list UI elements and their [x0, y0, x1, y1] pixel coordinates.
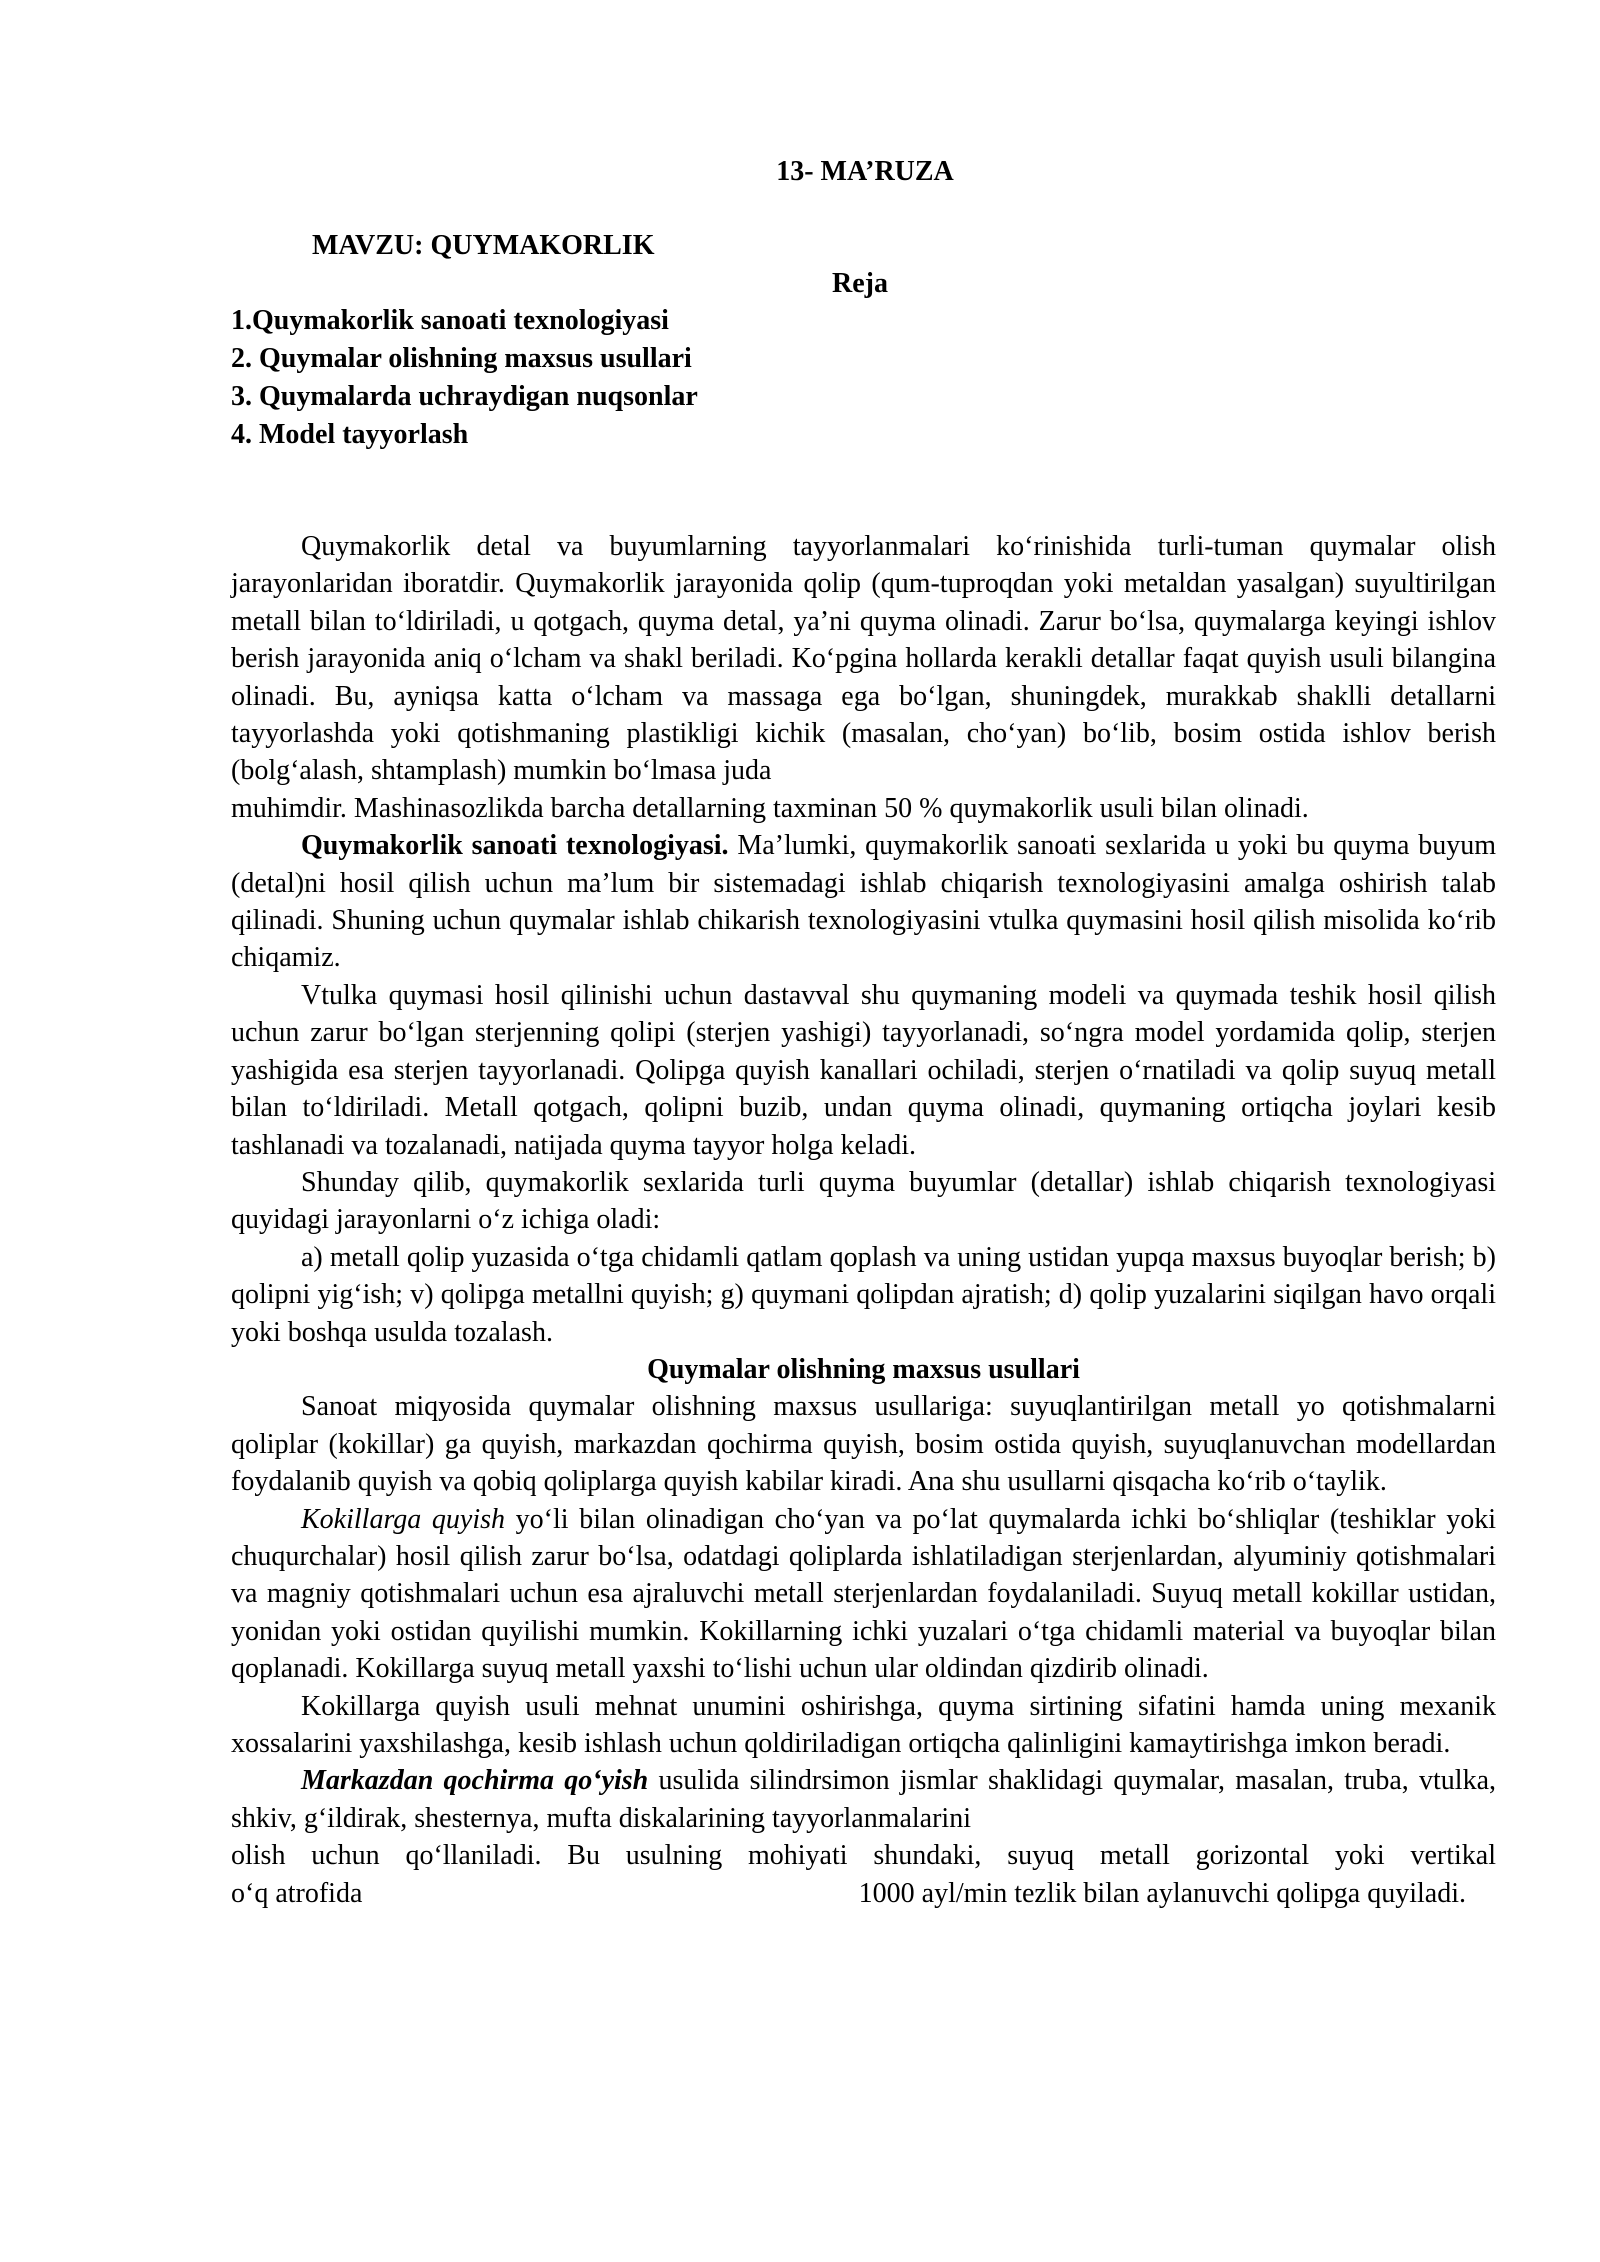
- last-line-left: o‘q atrofida: [231, 1877, 363, 1909]
- paragraph-centrifugal-last-line: [231, 1875, 1496, 1912]
- plan-item: 2. Quymalar olishning maxsus usullari: [231, 343, 692, 374]
- plan-list: [231, 302, 698, 454]
- paragraph-text: Ma’lumki, quymakorlik sanoati sexlarida u yoki bu quyma buyum (detal)ni hosil qilish uchun ma’lum bir sistemadagi ishlab chiqarish texnologiyasini amalga oshirish talab qilinadi. Shuning uchun quymalar ishlab chikarish texnologiyasini vtulka quymasini hosil qilish misolida ko‘rib chiqamiz.: [231, 830, 1496, 974]
- paragraph-lead-bold-italic: Markazdan qochirma qo‘yish: [301, 1765, 649, 1797]
- body-text: [231, 528, 1496, 1912]
- paragraph-text: usulida silindrsimon jismlar shaklidagi quymalar, masalan, truba, vtulka, shkiv, g‘ildirak, shesternya, mufta diskalarining tayyorlanmalarini: [231, 1765, 1496, 1834]
- paragraph-steps: a) metall qolip yuzasida o‘tga chidamli qatlam qoplash va uning ustidan yupqa maxsus buyoqlar berish; b) qolipni yig‘ish; v) qolipga metallni quyish; g) quymani qolipdan ajratish; d) qolip yuzalarini siqilgan havo orqali yoki boshqa usulda tozalash.: [231, 1241, 1496, 1348]
- plan-item: 3. Quymalarda uchraydigan nuqsonlar: [231, 381, 698, 412]
- paragraph-lead-bold: Quymakorlik sanoati texnologiyasi.: [301, 830, 729, 862]
- paragraph-vtulka: Vtulka quymasi hosil qilinishi uchun dastavval shu quymaning modeli va quymada teshik hosil qilish uchun zarur bo‘lgan sterjenning qolipi (sterjen yashigi) tayyorlanadi, so‘ngra model yordamida qolip, sterjen yashigida esa sterjen tayyorlanadi. Qolipga quyish kanallari ochiladi, sterjen o‘rnatiladi va qolip suyuq metall bilan to‘ldiriladi. Metall qotgach, qolipni buzib, undan quyma olinadi, quymaning ortiqcha joylari kesib tashlanadi va tozalanadi, natijada quyma tayyor holga keladi.: [231, 979, 1496, 1161]
- plan-item: 1.Quymakorlik sanoati texnologiyasi: [231, 305, 669, 336]
- paragraph-special-methods: Sanoat miqyosida quymalar olishning maxsus usullariga: suyuqlantirilgan metall yo qotishmalarni qoliplar (kokillar) ga quyish, markazdan qochirma quyish, bosim ostida quyish, suyuqlanuvchan modellardan foydalanib quyish va qobiq qoliplarga quyish kabilar kiradi. Ana shu usullarni qisqacha ko‘rib o‘taylik.: [231, 1391, 1496, 1498]
- paragraph-kokil: [231, 1501, 1496, 1688]
- paragraph-process: Shunday qilib, quymakorlik sexlarida turli quyma buyumlar (detallar) ishlab chiqarish texnologiyasi quyidagi jarayonlarni o‘z ichiga oladi:: [231, 1166, 1496, 1236]
- plan-item: 4. Model tayyorlash: [231, 419, 469, 450]
- lecture-title: 13- MA’RUZA: [776, 156, 954, 187]
- paragraph-text: yo‘li bilan olinadigan cho‘yan va po‘lat quymalarda ichki bo‘shliqlar (teshiklar yoki chuqurchalar) hosil qilish zarur bo‘lsa, odatdagi qoliplarda ishlatiladigan sterjenlardan, alyuminiy qotishmalari va magniy qotishmalari uchun esa ajraluvchi metall sterjenlardan foydalaniladi. Suyuq metall kokillar ustidan, yonidan yoki ostidan quyilishi mumkin. Kokillarning ichki yuzalari o‘tga chidamli material va buyoqlar bilan qoplanadi. Kokillarga suyuq metall yaxshi to‘lishi uchun ular oldindan qizdirib olinadi.: [231, 1503, 1496, 1685]
- paragraph-centrifugal-continuation: olish uchun qo‘llaniladi. Bu usulning mohiyati shundaki, suyuq metall gorizontal yoki vertikal: [231, 1840, 1496, 1872]
- plan-title: Reja: [832, 268, 888, 299]
- paragraph-technology: [231, 827, 1496, 977]
- paragraph-intro-continuation: muhimdir. Mashinasozlikda barcha detallarning taxminan 50 % quymakorlik usuli bilan olinadi.: [231, 792, 1309, 824]
- topic-title: MAVZU: QUYMAKORLIK: [312, 230, 655, 261]
- paragraph-intro: Quymakorlik detal va buyumlarning tayyorlanmalari ko‘rinishida turli-tuman quymalar olish jarayonlaridan iboratdir. Quymakorlik jarayonida qolip (qum-tuproqdan yoki metaldan yasalgan) suyultirilgan metall bilan to‘ldiriladi, u qotgach, quyma detal, ya’ni quyma olinadi. Zarur bo‘lsa, quymalarga keyingi ishlov berish jarayonida aniq o‘lcham va shakl beriladi. Ko‘pgina hollarda kerakli detallar faqat quyish usuli bilangina olinadi. Bu, ayniqsa katta o‘lcham va massaga ega bo‘lgan, shuningdek, murakkab shaklli detallarni tayyorlashda yoki qotishmaning plastikligi kichik (masalan, cho‘yan) bo‘lib, bosim ostida ishlov berish (bolg‘alash, shtamplash) mumkin bo‘lmasa juda: [231, 531, 1496, 787]
- paragraph-kokil-benefits: Kokillarga quyish usuli mehnat unumini oshirishga, quyma sirtining sifatini hamda uning mexanik xossalarini yaxshilashga, kesib ishlash uchun qoldiriladigan ortiqcha qalinligini kamaytirishga imkon beradi.: [231, 1690, 1496, 1759]
- paragraph-lead-italic: Kokillarga quyish: [301, 1503, 506, 1535]
- paragraph-centrifugal: [231, 1762, 1496, 1837]
- last-line-right: 1000 ayl/min tezlik bilan aylanuvchi qolipga quyiladi.: [858, 1877, 1466, 1909]
- section-heading: Quymalar olishning maxsus usullari: [647, 1353, 1080, 1385]
